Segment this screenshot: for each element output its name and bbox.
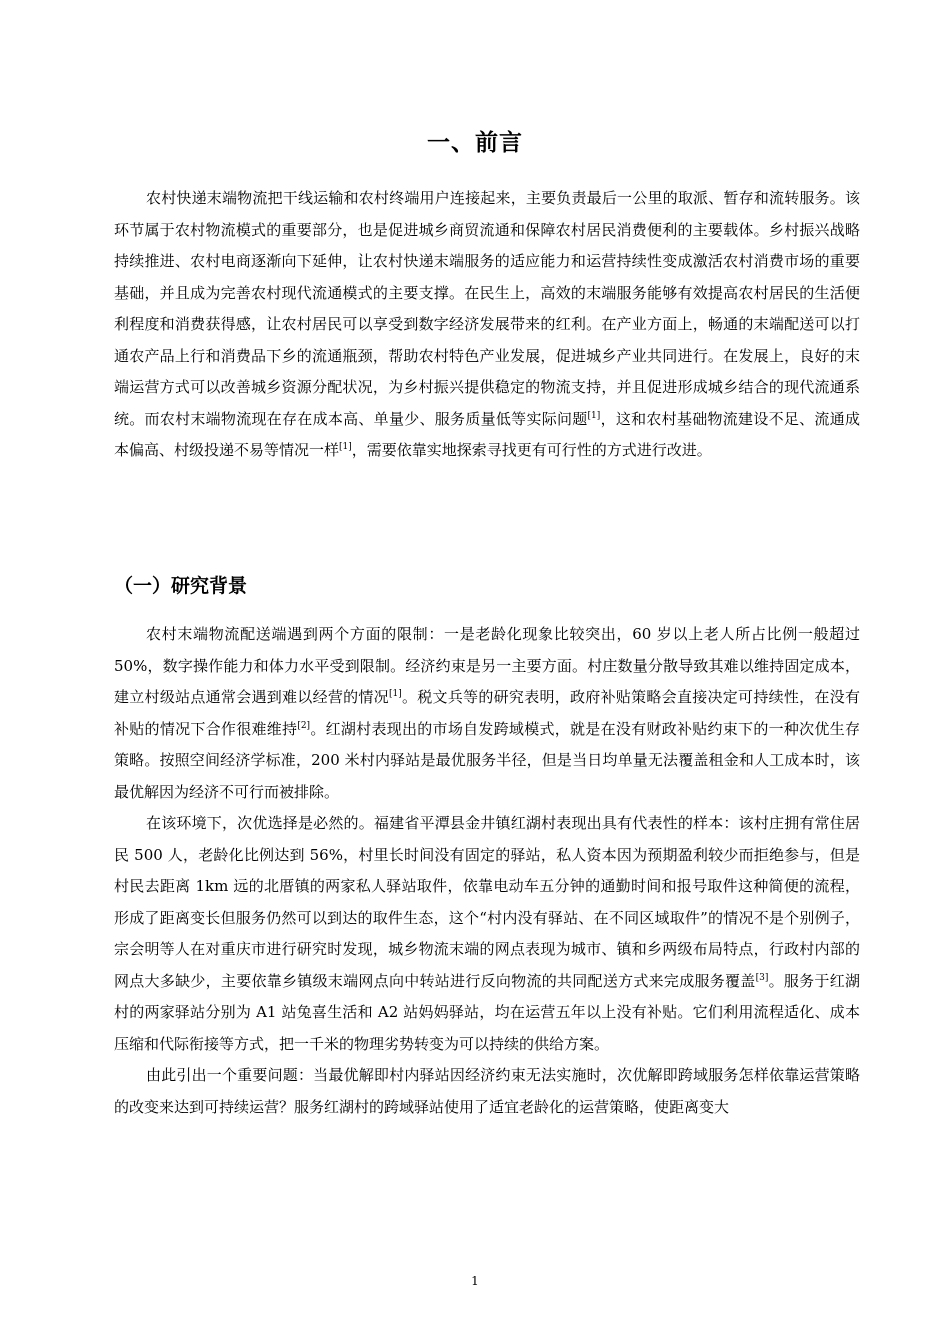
citation: [1]	[587, 410, 601, 421]
body-paragraph: 由此引出一个重要问题：当最优解即村内驿站因经济约束无法实施时，次优解即跨域服务怎样依靠运营策略的改变来达到可持续运营？服务红湖村的跨域驿站使用了适宜老龄化的运营策略，使距离变大	[114, 1066, 860, 1116]
citation: [3]	[755, 972, 769, 983]
section-body	[114, 619, 860, 1123]
body-paragraph: 在该环境下，次优选择是必然的。福建省平潭县金井镇红湖村表现出具有代表性的样本：该村庄拥有常住居民 500 人，老龄化比例达到 56%，村里长时间没有固定的驿站，私人资本因为预期盈利较少而拒绝参与，但是村民去距离 1km 远的北厝镇的两家私人驿站取件，依靠电动车五分钟的通勤时间和报号取件这种简便的流程，形成了距离变长但服务仍然可以到达的取件生态，这个“村内没有驿站、在不同区域取件”的情况不是个别例子，宗会明等人在对重庆市进行研究时发现，城乡物流末端的网点表现为城市、镇和乡两级布局特点，行政村内部的网点大多缺少，主要依靠乡镇级末端网点向中转站进行反向物流的共同配送方式来完成服务覆盖[3]。服务于红湖村的两家驿站分别为 A1 站兔喜生活和 A2 站妈妈驿站，均在运营五年以上没有补贴。它们利用流程适化、成本压缩和代际衔接等方式，把一千米的物理劣势转变为可以持续的供给方案。	[114, 814, 860, 1053]
section-heading: （一）研究背景	[114, 575, 248, 597]
citation: [1]	[388, 689, 402, 699]
intro-paragraph: 农村快递末端物流把干线运输和农村终端用户连接起来，主要负责最后一公里的取派、暂存和流转服务。该环节属于农村物流模式的重要部分，也是促进城乡商贸流通和保障农村居民消费便利的主要载体。乡村振兴战略持续推进、农村电商逐渐向下延伸，让农村快递末端服务的适应能力和运营持续性变成激活农村消费市场的重要基础，并且成为完善农村现代流通模式的主要支撑。在民生上，高效的末端服务能够有效提高农村居民的生活便利程度和消费获得感，让农村居民可以享受到数字经济发展带来的红利。在产业方面上，畅通的末端配送可以打通农产品上行和消费品下乡的流通瓶颈，帮助农村特色产业发展，促进城乡产业共同进行。在发展上，良好的末端运营方式可以改善城乡资源分配状况，为乡村振兴提供稳定的物流支持，并且促进形成城乡结合的现代流通系统。而农村末端物流现在存在成本高、单量少、服务质量低等实际问题[1]，这和农村基础物流建设不足、流通成本偏高、村级投递不易等情况一样[1]，需要依靠实地探索寻找更有可行性的方式进行改进。	[114, 189, 860, 459]
page-title: 一、前言	[427, 130, 523, 156]
citation: [2]	[297, 720, 311, 731]
page-number: 1	[471, 1274, 479, 1288]
body-paragraph: 农村末端物流配送端遇到两个方面的限制：一是老龄化现象比较突出，60 岁以上老人所占比例一般超过 50%，数字操作能力和体力水平受到限制。经济约束是另一主要方面。村庄数量分散导致其难以维持固定成本，建立村级站点通常会遇到难以经营的情况[1]。税文兵等的研究表明，政府补贴策略会直接决定可持续性，在没有补贴的情况下合作很难维持[2]。红湖村表现出的市场自发跨域模式，就是在没有财政补贴约束下的一种次优生存策略。按照空间经济学标准，200 米村内驿站是最优服务半径，但是当日均单量无法覆盖租金和人工成本时，该最优解因为经济不可行而被排除。	[114, 625, 860, 801]
citation: [1]	[339, 442, 352, 452]
intro-body	[114, 183, 860, 467]
